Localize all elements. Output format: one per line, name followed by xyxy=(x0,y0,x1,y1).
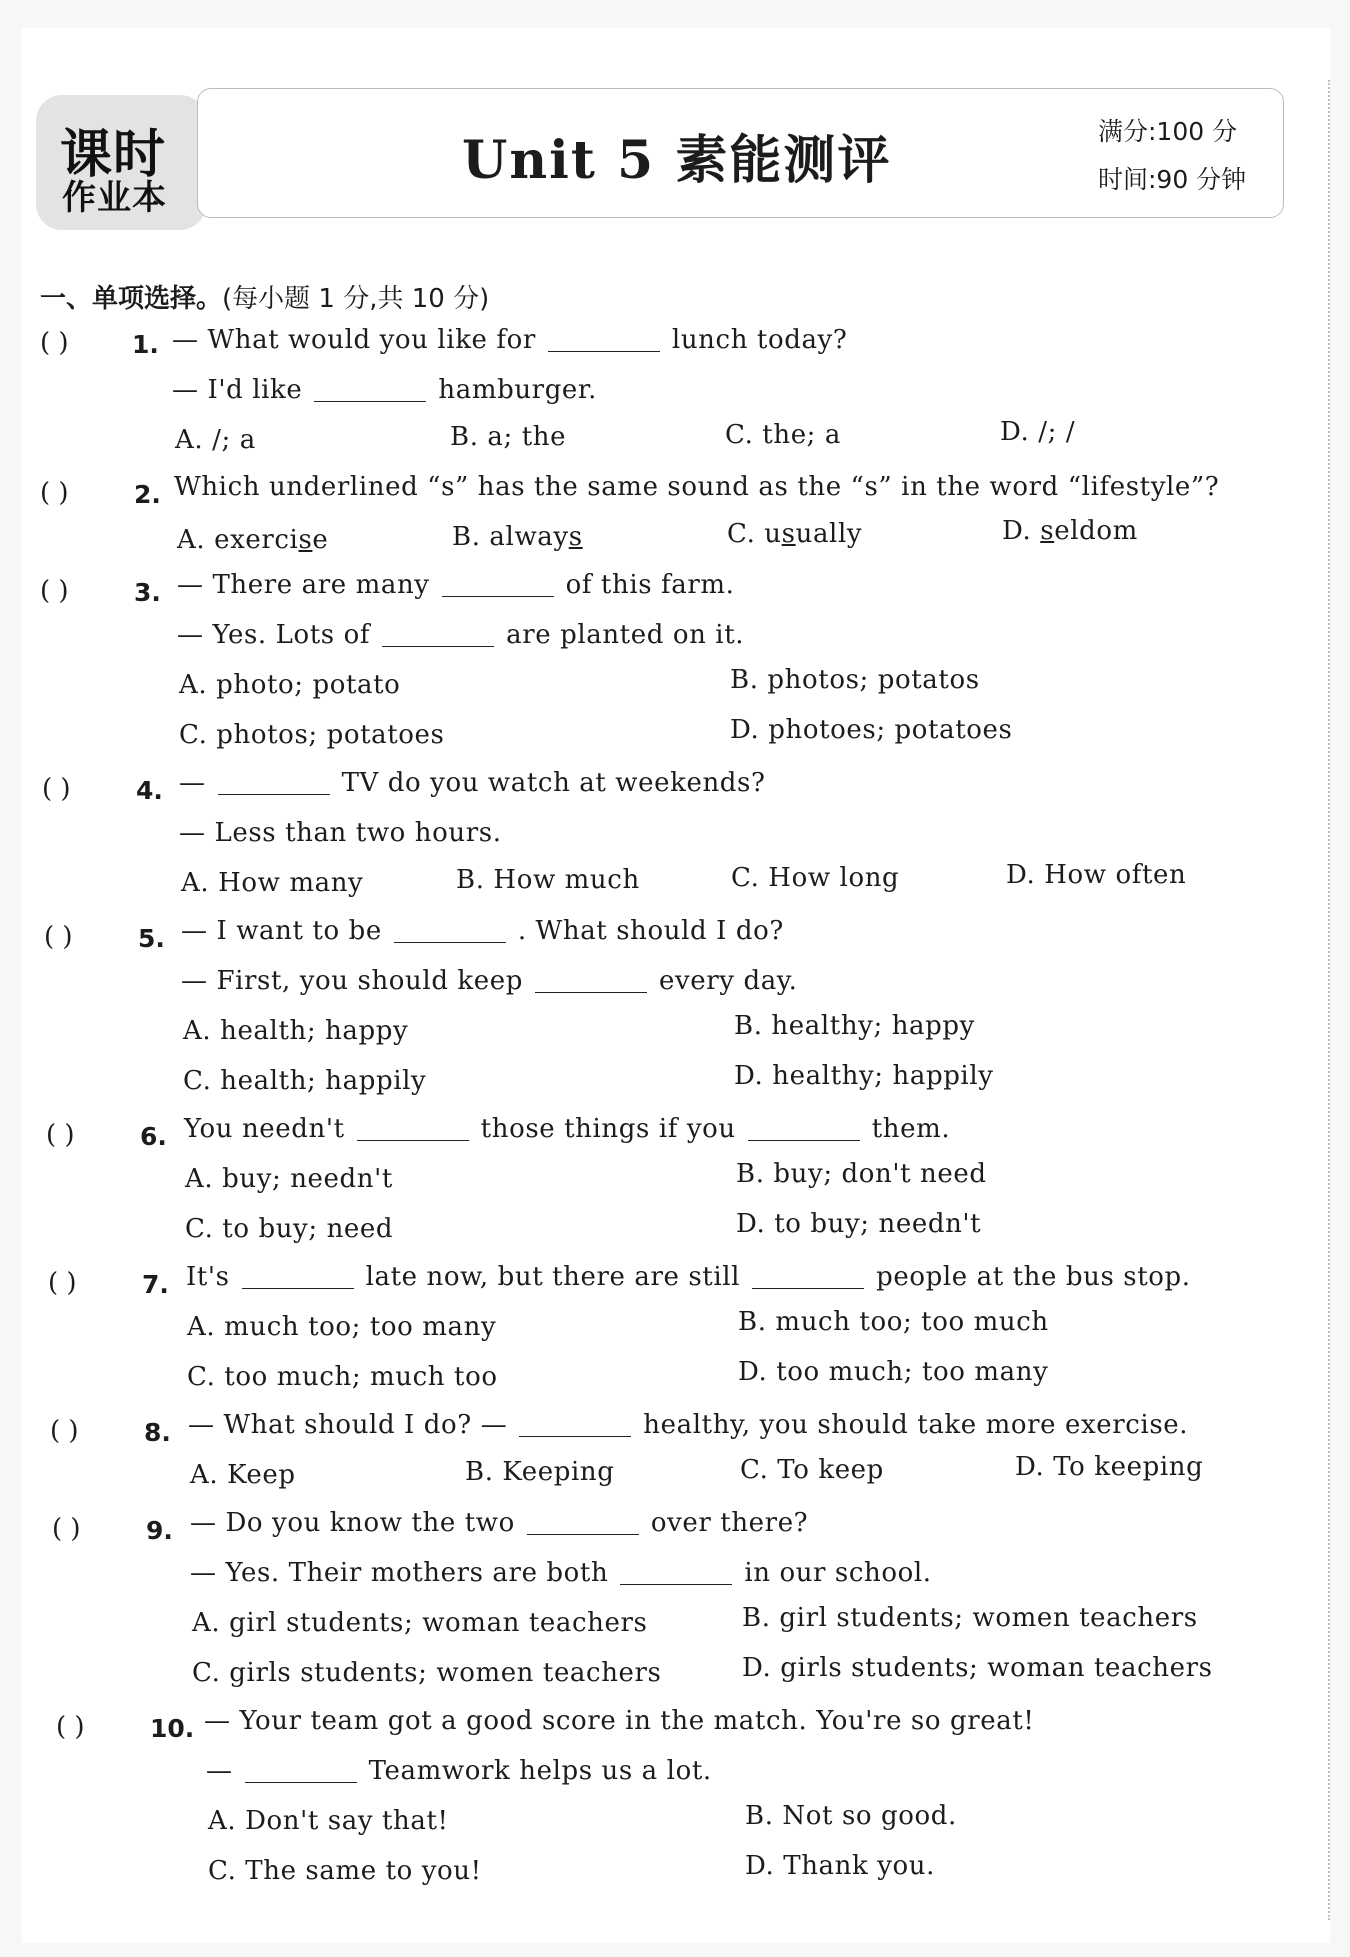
option-1d[interactable]: D. /; / xyxy=(1000,417,1076,447)
option-3b[interactable]: B. photos; potatos xyxy=(730,665,980,695)
question-8-line-1: — What should I do? — healthy, you should take more exercise. xyxy=(188,1410,1189,1440)
question-number-4: 4. xyxy=(136,776,163,805)
option-4c[interactable]: C. How long xyxy=(731,863,900,893)
option-7a[interactable]: A. much too; too many xyxy=(187,1312,497,1342)
option-10c[interactable]: C. The same to you! xyxy=(208,1856,482,1886)
option-8a[interactable]: A. Keep xyxy=(190,1460,296,1490)
question-3-line-1: — There are many of this farm. xyxy=(177,570,735,600)
answer-paren-7[interactable]: ( ) xyxy=(48,1268,77,1298)
question-number-7: 7. xyxy=(142,1270,169,1299)
option-5d[interactable]: D. healthy; happily xyxy=(734,1061,994,1091)
question-7-line-1: It's late now, but there are still people at the bus stop. xyxy=(186,1262,1191,1292)
question-number-8: 8. xyxy=(144,1418,171,1447)
option-6d[interactable]: D. to buy; needn't xyxy=(736,1209,982,1239)
option-5c[interactable]: C. health; happily xyxy=(183,1066,427,1096)
blank[interactable] xyxy=(527,1508,639,1535)
option-5a[interactable]: A. health; happy xyxy=(183,1016,409,1046)
option-6a[interactable]: A. buy; needn't xyxy=(185,1164,393,1194)
question-4-line-2: — Less than two hours. xyxy=(179,818,502,848)
answer-paren-10[interactable]: ( ) xyxy=(56,1712,85,1742)
option-8d[interactable]: D. To keeping xyxy=(1015,1452,1204,1482)
blank[interactable] xyxy=(442,570,554,597)
question-10-line-1: — Your team got a good score in the match. You're so great! xyxy=(204,1706,1035,1736)
question-5-line-2: — First, you should keep every day. xyxy=(181,966,798,996)
option-8c[interactable]: C. To keep xyxy=(740,1455,884,1485)
option-10a[interactable]: A. Don't say that! xyxy=(208,1806,449,1836)
page-edge xyxy=(1328,80,1332,1920)
option-2c[interactable]: C. usually xyxy=(727,519,863,549)
option-7d[interactable]: D. too much; too many xyxy=(738,1357,1049,1387)
answer-paren-5[interactable]: ( ) xyxy=(44,922,73,952)
answer-paren-1[interactable]: ( ) xyxy=(40,328,69,358)
question-3-line-2: — Yes. Lots of are planted on it. xyxy=(177,620,745,650)
option-2b[interactable]: B. always xyxy=(452,522,583,552)
answer-paren-3[interactable]: ( ) xyxy=(40,576,69,606)
blank[interactable] xyxy=(245,1756,357,1783)
answer-paren-9[interactable]: ( ) xyxy=(52,1514,81,1544)
option-5b[interactable]: B. healthy; happy xyxy=(734,1011,975,1041)
blank[interactable] xyxy=(218,768,330,795)
question-1-line-2: — I'd like hamburger. xyxy=(172,375,597,405)
question-4-line-1: — TV do you watch at weekends? xyxy=(179,768,766,798)
question-number-1: 1. xyxy=(132,330,159,359)
question-9-line-1: — Do you know the two over there? xyxy=(190,1508,809,1538)
question-9-line-2: — Yes. Their mothers are both in our school. xyxy=(190,1558,932,1588)
option-4b[interactable]: B. How much xyxy=(456,865,640,895)
blank[interactable] xyxy=(535,966,647,993)
section-title: 一、单项选择。 xyxy=(40,284,223,314)
question-1-line-1: — What would you like for lunch today? xyxy=(172,325,848,355)
option-7c[interactable]: C. too much; much too xyxy=(187,1362,498,1392)
option-6b[interactable]: B. buy; don't need xyxy=(736,1159,987,1189)
question-5-line-1: — I want to be . What should I do? xyxy=(181,916,784,946)
answer-paren-2[interactable]: ( ) xyxy=(40,478,69,508)
question-number-9: 9. xyxy=(146,1516,173,1545)
section-note: (每小题 1 分,共 10 分) xyxy=(222,284,490,314)
blank[interactable] xyxy=(548,325,660,352)
blank[interactable] xyxy=(752,1262,864,1289)
option-9d[interactable]: D. girls students; woman teachers xyxy=(742,1653,1213,1683)
option-4a[interactable]: A. How many xyxy=(181,868,364,898)
blank[interactable] xyxy=(382,620,494,647)
option-3d[interactable]: D. photoes; potatoes xyxy=(730,715,1013,745)
option-8b[interactable]: B. Keeping xyxy=(465,1457,615,1487)
full-score: 满分:100 分 xyxy=(1098,117,1238,146)
question-6-line-1: You needn't those things if you them. xyxy=(184,1114,951,1144)
blank[interactable] xyxy=(357,1114,469,1141)
option-9c[interactable]: C. girls students; women teachers xyxy=(192,1658,662,1688)
blank[interactable] xyxy=(242,1262,354,1289)
option-1a[interactable]: A. /; a xyxy=(175,425,256,455)
option-1b[interactable]: B. a; the xyxy=(450,422,567,452)
section-heading xyxy=(40,278,489,315)
question-number-2: 2. xyxy=(134,480,161,509)
option-3a[interactable]: A. photo; potato xyxy=(179,670,401,700)
blank[interactable] xyxy=(314,375,426,402)
option-1c[interactable]: C. the; a xyxy=(725,420,842,450)
answer-paren-8[interactable]: ( ) xyxy=(50,1416,79,1446)
blank[interactable] xyxy=(620,1558,732,1585)
option-2d[interactable]: D. seldom xyxy=(1002,516,1138,546)
question-2-line-1: Which underlined “s” has the same sound as the “s” in the word “lifestyle”? xyxy=(174,472,1220,502)
option-7b[interactable]: B. much too; too much xyxy=(738,1307,1049,1337)
option-6c[interactable]: C. to buy; need xyxy=(185,1214,394,1244)
question-10-line-2: — Teamwork helps us a lot. xyxy=(206,1756,712,1786)
question-number-3: 3. xyxy=(134,578,161,607)
page-title: Unit 5 素能测评 xyxy=(462,130,892,191)
question-number-5: 5. xyxy=(138,924,165,953)
option-2a[interactable]: A. exercise xyxy=(177,525,329,555)
logo-text-bottom: 作业本 xyxy=(62,178,167,218)
question-number-6: 6. xyxy=(140,1122,167,1151)
answer-paren-6[interactable]: ( ) xyxy=(46,1120,75,1150)
question-number-10: 10. xyxy=(150,1714,195,1743)
answer-paren-4[interactable]: ( ) xyxy=(42,774,71,804)
blank[interactable] xyxy=(394,916,506,943)
blank[interactable] xyxy=(519,1410,631,1437)
option-3c[interactable]: C. photos; potatoes xyxy=(179,720,445,750)
logo-text-top: 课时 xyxy=(60,125,167,185)
option-9a[interactable]: A. girl students; woman teachers xyxy=(192,1608,648,1638)
option-9b[interactable]: B. girl students; women teachers xyxy=(742,1603,1198,1633)
option-10b[interactable]: B. Not so good. xyxy=(745,1801,957,1831)
option-10d[interactable]: D. Thank you. xyxy=(745,1851,935,1881)
option-4d[interactable]: D. How often xyxy=(1006,860,1187,890)
time-limit: 时间:90 分钟 xyxy=(1098,165,1247,194)
blank[interactable] xyxy=(748,1114,860,1141)
